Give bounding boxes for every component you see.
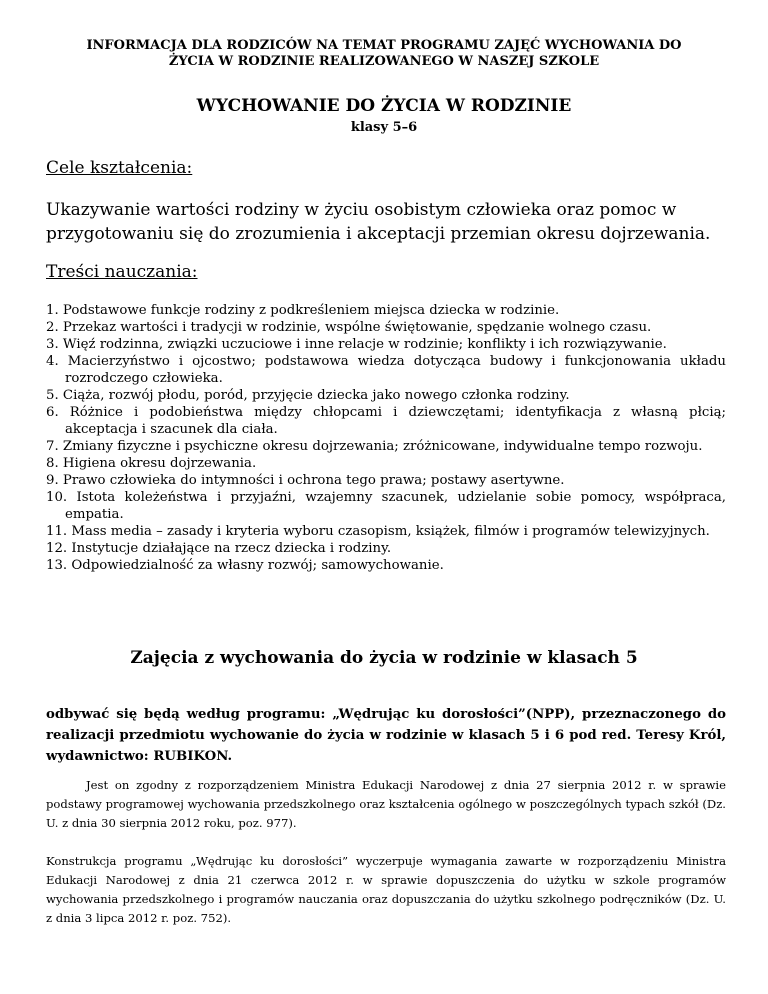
list-item: 6. Różnice i podobieństwa między chłopcami i dziewczętami; identyfikacja z własną płcią; akceptacja i szacunek dla ciała. [46,405,726,437]
goals-heading: Cele kształcenia: [46,158,193,178]
list-item: 1. Podstawowe funkcje rodziny z podkreśleniem miejsca dziecka w rodzinie. [46,303,560,318]
goals-line-1: Ukazywanie wartości rodziny w życiu osobistym człowieka oraz pomoc w [46,200,677,220]
list-item: 4. Macierzyństwo i ojcostwo; podstawowa wiedza dotycząca budowy i funkcjonowania układu rozrodczego człowieka. [46,354,726,386]
document-title: WYCHOWANIE DO ŻYCIA W RODZINIE [196,96,572,116]
list-item: 5. Ciąża, rozwój płodu, poród, przyjęcie dziecka jako nowego członka rodziny. [46,388,570,403]
list-item: 2. Przekaz wartości i tradycji w rodzinie, wspólne świętowanie, spędzanie wolnego czasu. [46,320,652,335]
list-item: 3. Więź rodzinna, związki uczuciowe i inne relacje w rodzinie; konflikty i ich rozwiązywanie. [46,337,667,352]
document-subtitle: klasy 5–6 [350,120,418,135]
list-item: 9. Prawo człowieka do intymności i ochrona tego prawa; postawy asertywne. [46,473,565,488]
program-paragraph: odbywać się będą według programu: „Wędrując ku dorosłości”(NPP), przeznaczonego do realizacji przedmiotu wychowanie do życia w rodzinie w klasach 5 i 6 pod red. Teresy Król, wydawnictwo: RUBIKON. [46,707,726,764]
paragraph-2: Konstrukcja programu „Wędrując ku dorosłości” wyczerpuje wymagania zawarte w rozporządzeniu Ministra Edukacji Narodowej z dnia 21 czerwca 2012 r. w sprawie dopuszczenia do użytku w szkole programów wychowania przedszkolnego i programów nauczania oraz dopuszczania do użytku szkolnego podręczników (Dz. U. z dnia 3 lipca 2012 r. poz. 752). [46,854,726,925]
list-item: 8. Higiena okresu dojrzewania. [46,456,257,471]
list-item: 13. Odpowiedzialność za własny rozwój; samowychowanie. [46,558,444,573]
content-list [46,302,726,574]
content-heading: Treści nauczania: [46,262,198,282]
list-item: 12. Instytucje działające na rzecz dziecka i rodziny. [46,541,392,556]
list-item: 10. Istota koleżeństwa i przyjaźni, wzajemny szacunek, udzielanie sobie pomocy, współpraca, empatia. [46,490,726,522]
list-item: 11. Mass media – zasady i kryteria wyboru czasopism, książek, filmów i programów telewizyjnych. [46,524,710,539]
paragraph-1 [46,776,726,833]
list-item: 7. Zmiany fizyczne i psychiczne okresu dojrzewania; zróżnicowane, indywidualne tempo rozwoju. [46,439,703,454]
goals-line-2: przygotowaniu się do zrozumienia i akceptacji przemian okresu dojrzewania. [46,224,711,244]
header-line-2: ŻYCIA W RODZINIE REALIZOWANEGO W NASZEJ SZKOLE [168,54,600,69]
header-line-1: INFORMACJA DLA RODZICÓW NA TEMAT PROGRAMU ZAJĘĆ WYCHOWANIA DO [86,38,682,53]
goals-text [46,198,726,246]
paragraph-1-text: Jest on zgodny z rozporządzeniem Ministra Edukacji Narodowej z dnia 27 sierpnia 2012 r. w sprawie podstawy programowej wychowania przedszkolnego oraz kształcenia ogólnego w poszczególnych typach szkół (Dz. U. z dnia 30 sierpnia 2012 roku, poz. 977). [46,778,726,830]
classes-heading: Zajęcia z wychowania do życia w rodzinie w klasach 5 [130,648,638,668]
